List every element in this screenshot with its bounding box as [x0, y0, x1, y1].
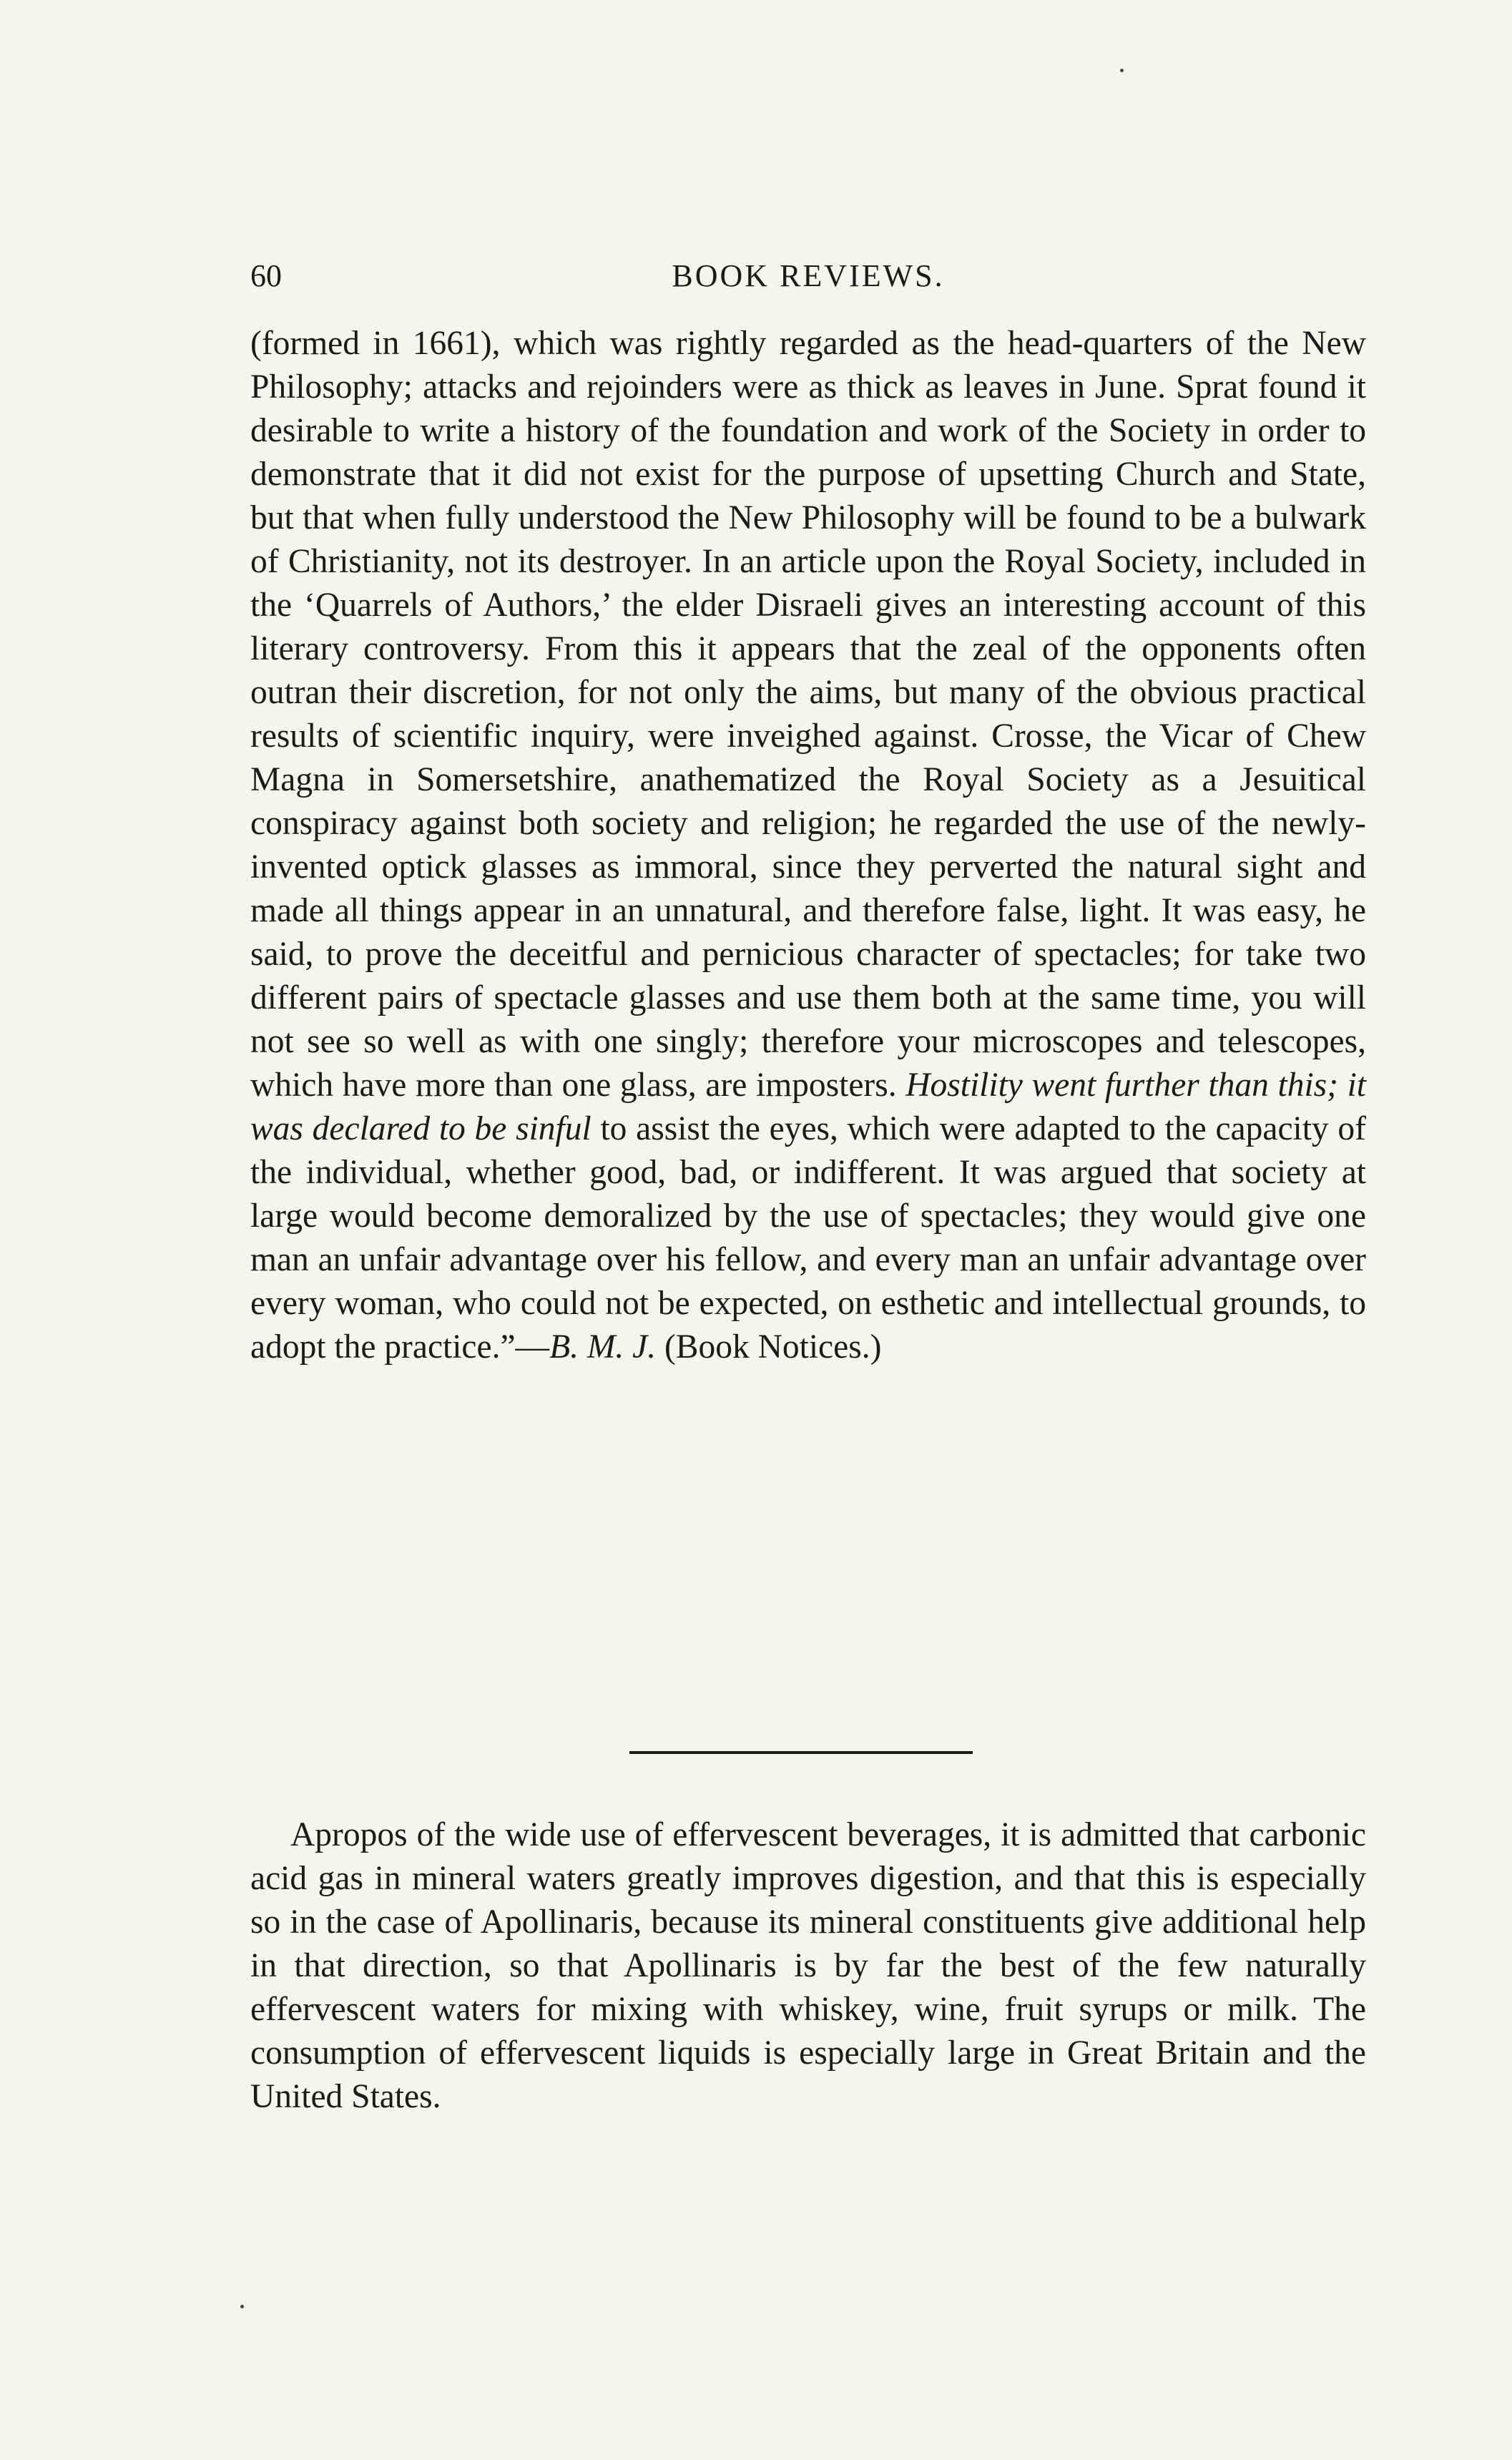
notice-block — [250, 1813, 1366, 2119]
paper-speck — [1120, 69, 1124, 72]
page-header — [250, 258, 1366, 308]
review-text-part2: to assist the eyes, which were adapted to the capacity of the individual, whether good, bad, or indifferent. It was argued that society at large would become demoralized by the use of spectacles; they would give one man an unfair advantage over his fellow, and every man an unfair advantage over every woman, who could not be expected, on esthetic and intellectual grounds, to adopt the practice.”— — [250, 1110, 1366, 1366]
review-italic-sentence: Hostility went further than this; it was declared to be sinful — [250, 1067, 1366, 1147]
review-text-part1: (formed in 1661), which was rightly regarded as the head-quarters of the New Philosophy; attacks and rejoinders were as thick as leaves in June. Sprat found it desirable to write a history of the foundation and work of the Society in order to demonstrate that it did not exist for the purpose of upsetting Church and State, but that when fully understood the New Philosophy will be found to be a bulwark of Christianity, not its destroyer. In an article upon the Royal Society, included in the ‘Quarrels of Authors,’ the elder Disraeli gives an interesting account of this literary controversy. From this it appears that the zeal of the opponents often outran their discretion, for not only the aims, but many of the obvious practical results of scientific inquiry, were inveighed against. Crosse, the Vicar of Chew Magna in Somersetshire, anathematized the Royal Society as a Jesuitical conspiracy against both society and religion; he regarded the use of the newly-invented optick glasses as immoral, since they perverted the natural sight and made all things appear in an unnatural, and therefore false, light. It was easy, he said, to prove the deceitful and pernicious character of spectacles; for take two different pairs of spectacle glasses and use them both at the same time, you will not see so well as with one singly; therefore your microscopes and telescopes, which have more than one glass, are imposters. — [250, 325, 1366, 1104]
review-signature: B. M. J. — [549, 1328, 657, 1366]
section-divider — [629, 1751, 973, 1754]
paper-speck — [240, 2305, 244, 2308]
page-number: 60 — [250, 258, 282, 293]
review-paragraph — [250, 322, 1366, 1369]
notice-paragraph: Apropos of the wide use of effervescent beverages, it is admitted that carbonic acid gas in mineral waters greatly improves digestion, and that this is especially so in the case of Apollinaris, because its mineral constituents give additional help in that direction, so that Apollinaris is by far the best of the few naturally effervescent waters for mixing with whiskey, wine, fruit syrups or milk. The consumption of effervescent liquids is especially large in Great Britain and the United States. — [250, 1816, 1366, 2115]
review-source: (Book Notices.) — [656, 1328, 882, 1366]
review-continuation — [250, 322, 1366, 1369]
running-head: BOOK REVIEWS. — [672, 258, 945, 293]
